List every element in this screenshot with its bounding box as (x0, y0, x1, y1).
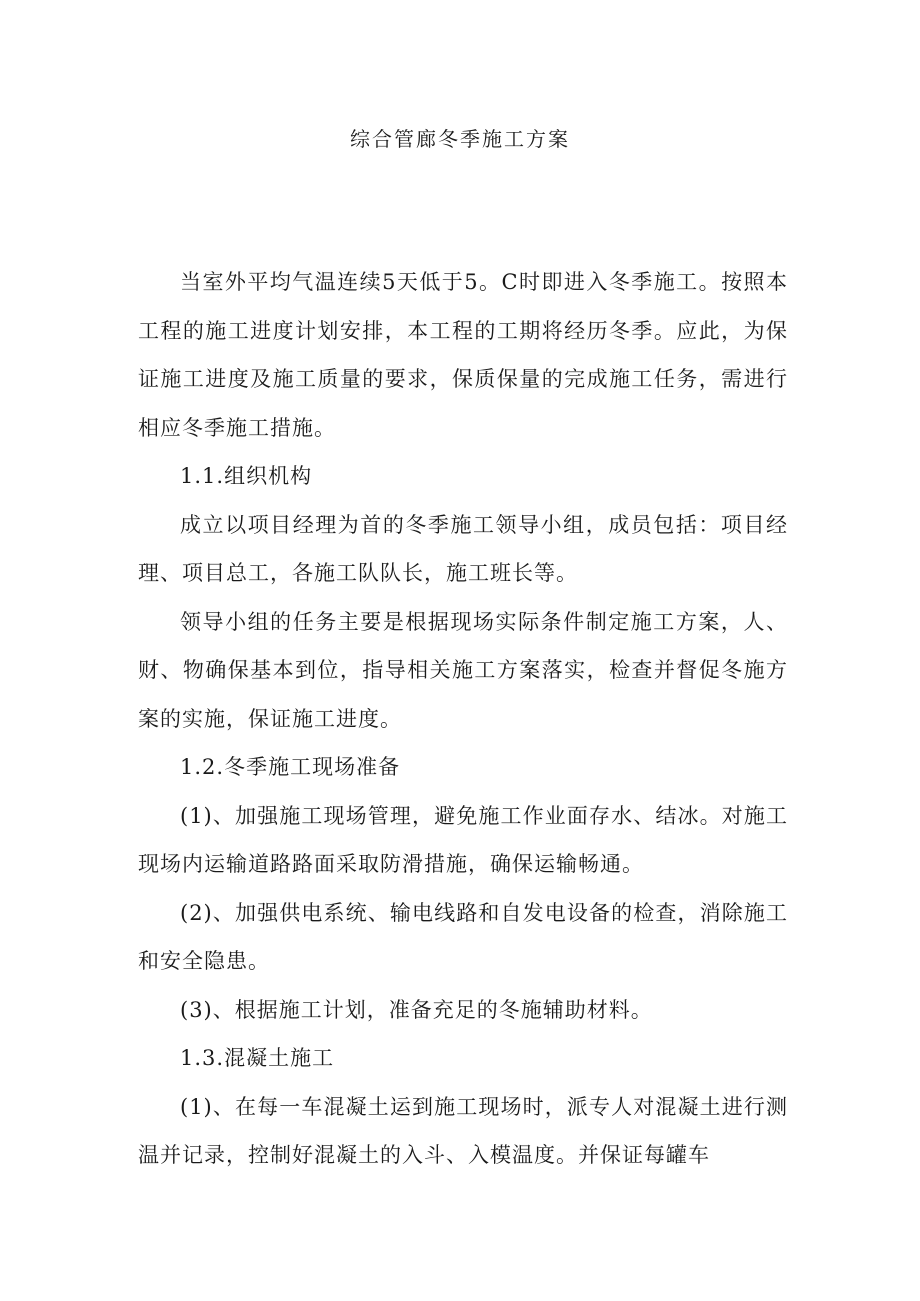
document-body (138, 258, 788, 1180)
paragraph-intro: 当室外平均气温连续5天低于5。C时即进入冬季施工。按照本工程的施工进度计划安排，本工程的工期将经历冬季。应此，为保证施工进度及施工质量的要求，保质保量的完成施工任务，需进行相应冬季施工措施。 (138, 270, 788, 440)
section-heading-1-3: 1.3.混凝土施工 (180, 1046, 335, 1070)
document-title: 综合管廊冬季施工方案 (350, 127, 570, 151)
paragraph-concrete-temperature: (1)、在每一车混凝土运到施工现场时，派专人对混凝土进行测温并记录，控制好混凝土的入斗、入模温度。并保证每罐车 (138, 1094, 788, 1167)
paragraph-site-management: (1)、加强施工现场管理，避免施工作业面存水、结冰。对施工现场内运输道路路面采取防滑措施，确保运输畅通。 (138, 803, 788, 876)
paragraph-power-supply: (2)、加强供电系统、输电线路和自发电设备的检查，消除施工和安全隐患。 (138, 900, 788, 973)
paragraph-team-duties: 领导小组的任务主要是根据现场实际条件制定施工方案，人、财、物确保基本到位，指导相关施工方案落实，检查并督促冬施方案的实施，保证施工进度。 (138, 609, 788, 731)
paragraph-organization: 成立以项目经理为首的冬季施工领导小组，成员包括：项目经理、项目总工，各施工队队长，施工班长等。 (138, 512, 788, 585)
section-heading-1-1: 1.1.组织机构 (180, 464, 313, 488)
paragraph-materials: (3)、根据施工计划，准备充足的冬施辅助材料。 (180, 997, 653, 1022)
section-heading-1-2: 1.2.冬季施工现场准备 (180, 755, 401, 779)
